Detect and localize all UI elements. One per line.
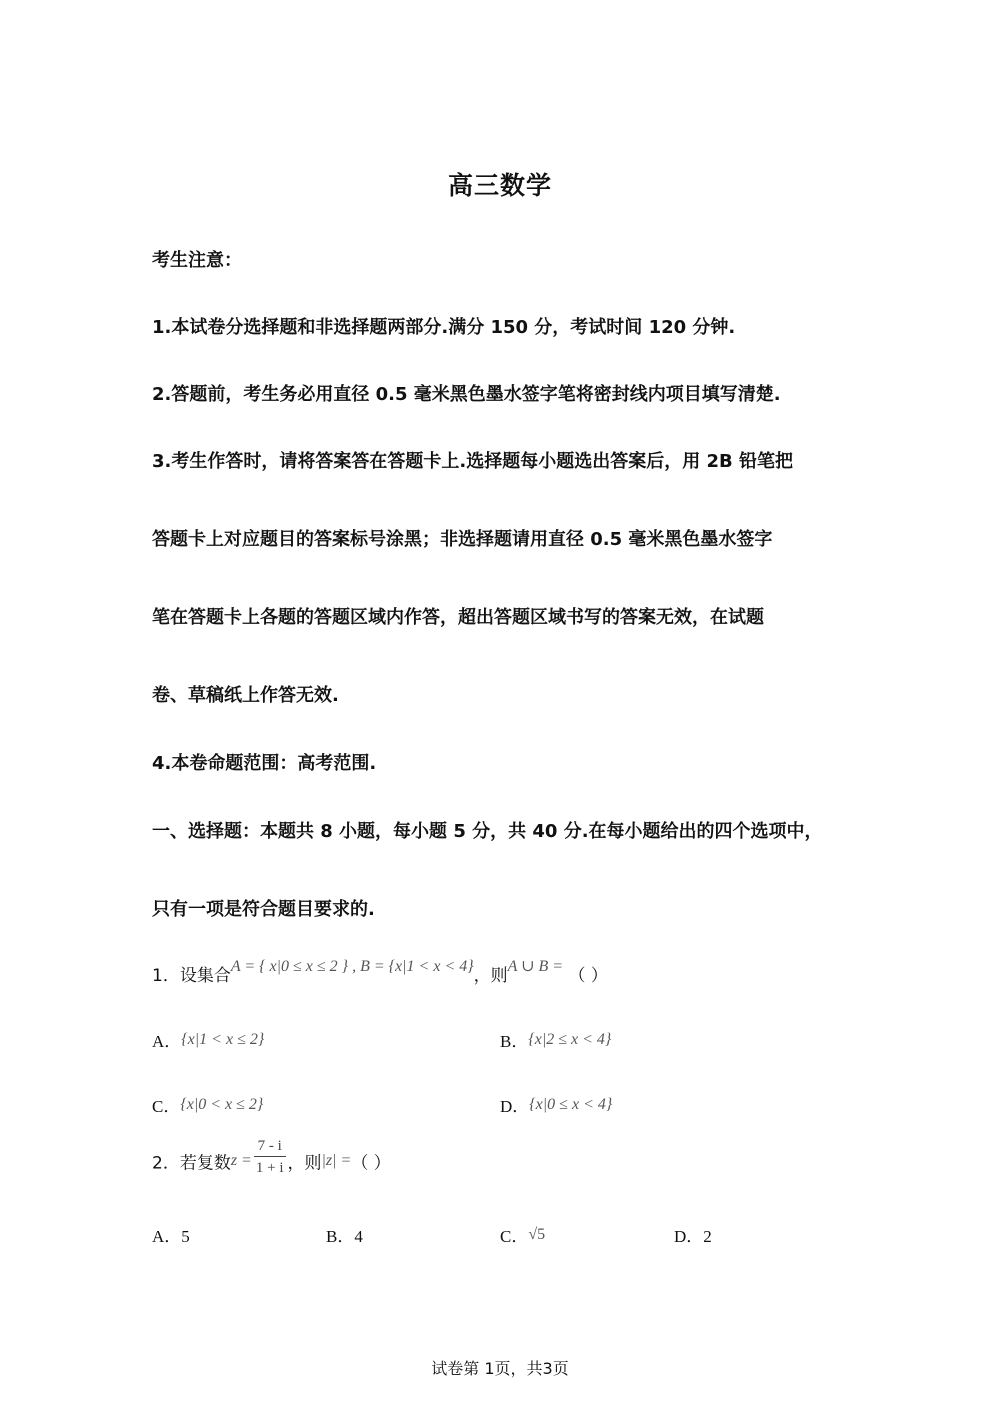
option-label: A． xyxy=(152,1032,182,1051)
question-2-prefix: 2．若复数 xyxy=(152,1153,231,1174)
question-2-expr: |z| = xyxy=(321,1151,352,1169)
option-label: A． xyxy=(152,1227,182,1246)
option-label: B． xyxy=(326,1227,355,1246)
question-2-option-d xyxy=(674,1222,712,1247)
question-2-mid: ，则 xyxy=(287,1153,322,1174)
option-value: {x|0 ≤ x < 4} xyxy=(529,1096,613,1113)
option-value: {x|2 ≤ x < 4} xyxy=(528,1031,612,1048)
question-2-z: z = xyxy=(230,1151,252,1169)
notice-item-1: 1.本试卷分选择题和非选择题两部分.满分 150 分，考试时间 120 分钟. xyxy=(152,317,736,338)
question-1 xyxy=(152,958,608,986)
question-1-bracket: （ ） xyxy=(568,966,608,986)
question-2-option-a xyxy=(152,1222,190,1247)
option-label: D． xyxy=(674,1227,704,1246)
question-1-expr: A ∪ B = xyxy=(507,958,564,975)
question-2 xyxy=(152,1138,391,1185)
question-1-option-d xyxy=(500,1092,612,1117)
question-1-option-b xyxy=(500,1027,611,1052)
question-1-sets: A = { x|0 ≤ x ≤ 2 } , B = {x|1 < x < 4} xyxy=(230,958,474,975)
option-value: √5 xyxy=(528,1226,546,1243)
question-1-option-c xyxy=(152,1092,263,1117)
notice-heading: 考生注意： xyxy=(152,250,242,271)
question-2-fraction xyxy=(254,1136,286,1179)
fraction-denominator: 1 + i xyxy=(255,1160,284,1176)
page-title: 高三数学 xyxy=(447,171,552,200)
question-2-option-b xyxy=(326,1222,363,1247)
option-value: 4 xyxy=(354,1227,363,1246)
notice-item-3-line-4: 卷、草稿纸上作答无效. xyxy=(152,685,339,706)
question-2-bracket: （ ） xyxy=(351,1153,391,1174)
notice-item-3-line-1: 3.考生作答时，请将答案答在答题卡上.选择题每小题选出答案后，用 2B 铅笔把 xyxy=(152,451,793,472)
notice-item-3-line-3: 笔在答题卡上各题的答题区域内作答，超出答题区域书写的答案无效，在试题 xyxy=(152,607,764,628)
page-footer: 试卷第 1页，共3页 xyxy=(431,1359,569,1378)
option-value: 5 xyxy=(181,1227,190,1246)
option-label: B． xyxy=(500,1032,529,1051)
fraction-numerator: 7 - i xyxy=(254,1136,286,1157)
question-1-prefix: 1．设集合 xyxy=(152,966,231,986)
option-label: C． xyxy=(500,1227,529,1246)
option-value: {x|0 < x ≤ 2} xyxy=(180,1096,264,1113)
question-2-option-c xyxy=(500,1222,545,1247)
notice-item-2: 2.答题前，考生务必用直径 0.5 毫米黑色墨水签字笔将密封线内项目填写清楚. xyxy=(152,384,781,405)
option-label: C． xyxy=(152,1097,181,1116)
section-heading-line-1: 一、选择题：本题共 8 小题，每小题 5 分，共 40 分.在每小题给出的四个选项中， xyxy=(152,821,823,842)
question-1-option-a xyxy=(152,1027,264,1052)
question-1-mid: ，则 xyxy=(473,966,508,986)
option-value: 2 xyxy=(703,1227,712,1246)
notice-item-4: 4.本卷命题范围：高考范围. xyxy=(152,753,377,774)
option-value: {x|1 < x ≤ 2} xyxy=(181,1031,265,1048)
notice-item-3-line-2: 答题卡上对应题目的答案标号涂黑；非选择题请用直径 0.5 毫米黑色墨水签字 xyxy=(152,529,773,550)
section-heading-line-2: 只有一项是符合题目要求的. xyxy=(152,899,375,920)
option-label: D． xyxy=(500,1097,530,1116)
